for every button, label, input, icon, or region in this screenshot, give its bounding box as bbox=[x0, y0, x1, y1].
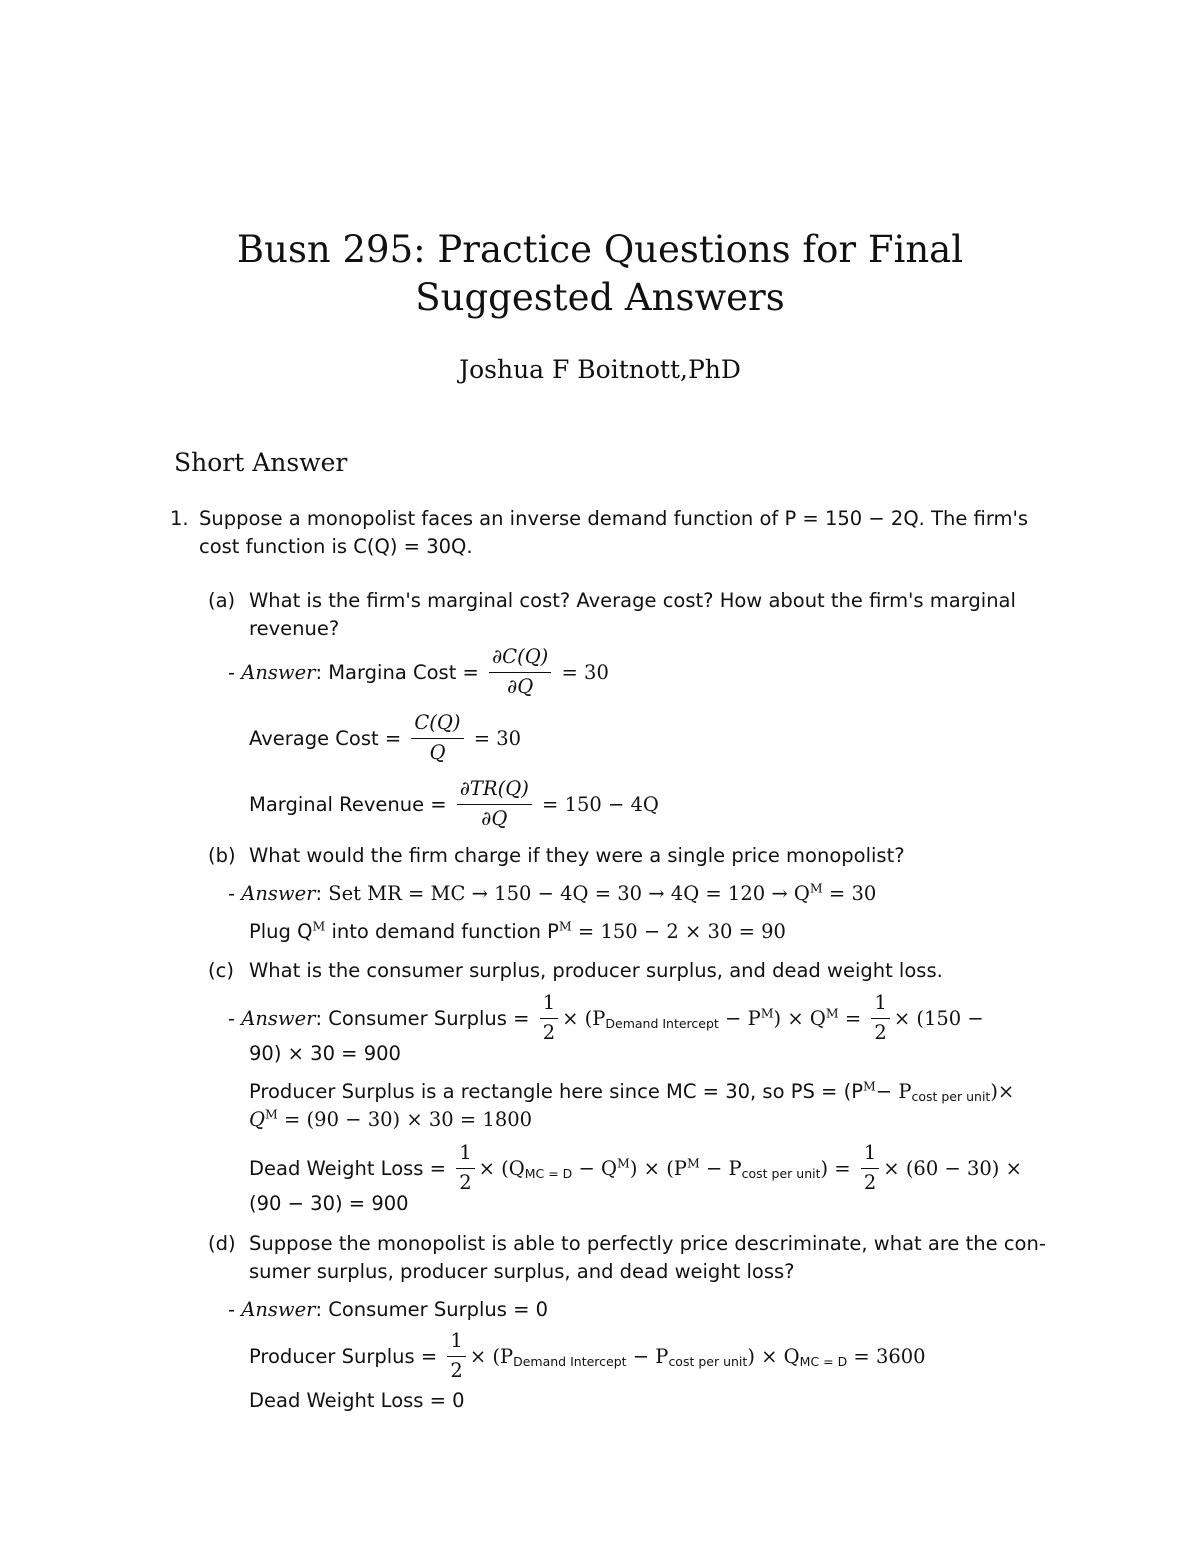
part-c-consumer-surplus: - Answer: Consumer Surplus = $\frac{1}{2}$ × $(P_{Demand Intercept} - P^M) \times Q^M$ = $\frac{1}{2}$ × (150 − bbox=[228, 990, 984, 1046]
ac-fraction: $\frac{C(Q)}{Q}$ bbox=[411, 708, 463, 767]
part-d-consumer-surplus: - Answer: Consumer Surplus = 0 bbox=[228, 1298, 549, 1321]
part-a-marginal-cost: - Answer: Margina Cost = $\frac{\partial C(Q)}{\partial Q}$ = 30 bbox=[228, 644, 609, 700]
author-name: Joshua F Boitnott,PhD bbox=[459, 355, 741, 384]
part-c-dead-weight-loss: Dead Weight Loss = $\frac{1}{2}$ × $(Q_{MC = D} - Q^M) \times (P^M - P_{cost per unit})$ = $\frac{1}{2}$ × (60 − 30) × bbox=[249, 1140, 1022, 1196]
mr-fraction: $\frac{\partial TR(Q)}{\partial Q}$ bbox=[457, 774, 532, 833]
part-d-dead-weight-loss: Dead Weight Loss = 0 bbox=[249, 1389, 465, 1412]
half-fraction: $\frac{1}{2}$ bbox=[540, 988, 558, 1047]
answer-label: Answer bbox=[241, 661, 316, 684]
half-fraction: $\frac{1}{2}$ bbox=[447, 1326, 465, 1385]
section-title: Short Answer bbox=[174, 448, 348, 477]
half-fraction: $\frac{1}{2}$ bbox=[456, 1138, 474, 1197]
question-text-line-2: cost function is C(Q) = 30Q. bbox=[199, 535, 473, 558]
page-title-line-2: Suggested Answers bbox=[415, 276, 785, 319]
mr-label: Marginal Revenue = bbox=[249, 793, 447, 816]
mc-label: Margina Cost = bbox=[328, 661, 479, 684]
dash: - bbox=[228, 661, 242, 684]
part-d-label: (d) bbox=[208, 1232, 236, 1255]
part-c-producer-surplus-line-1: Producer Surplus is a rectangle here since MC = 30, so PS = $(P^M- P_{cost per unit})\times$ bbox=[249, 1078, 1015, 1104]
ac-result: = 30 bbox=[473, 727, 522, 750]
part-a-average-cost bbox=[249, 710, 521, 766]
mc-result: = 30 bbox=[561, 661, 609, 684]
part-d-question-line-2: sumer surplus, producer surplus, and dead weight loss? bbox=[249, 1260, 795, 1283]
part-b-question: What would the firm charge if they were a single price monopolist? bbox=[249, 844, 905, 867]
question-text-line-1: Suppose a monopolist faces an inverse demand function of P = 150 − 2Q. The firm's bbox=[199, 507, 1029, 530]
part-c-producer-surplus-line-2: $Q^M = (90 - 30) \times 30 = 1800$ bbox=[249, 1106, 533, 1131]
part-b-answer-line-1: - Answer: Set MR = MC → $150 - 4Q = 30 \to 4Q = 120 \to Q^M = 30$ bbox=[228, 880, 877, 905]
part-b-label: (b) bbox=[208, 844, 236, 867]
page-title-line-1: Busn 295: Practice Questions for Final bbox=[236, 228, 964, 271]
mc-fraction: $\frac{\partial C(Q)}{\partial Q}$ bbox=[489, 642, 551, 701]
part-c-dead-weight-loss-line-2: (90 − 30) = 900 bbox=[249, 1192, 409, 1215]
part-b-answer-line-2: Plug $Q^M$ into demand function $P^M = 150 - 2 \times 30 = 90$ bbox=[249, 918, 786, 943]
half-fraction: $\frac{1}{2}$ bbox=[861, 1138, 879, 1197]
part-a-question-line-2: revenue? bbox=[249, 617, 340, 640]
question-number: 1. bbox=[170, 507, 189, 530]
mr-result: = 150 − 4Q bbox=[542, 793, 659, 816]
ac-label: Average Cost = bbox=[249, 727, 402, 750]
part-c-consumer-surplus-line-2: 90) × 30 = 900 bbox=[249, 1042, 401, 1065]
part-d-question-line-1: Suppose the monopolist is able to perfectly price descriminate, what are the con- bbox=[249, 1232, 1046, 1255]
part-a-label: (a) bbox=[208, 589, 236, 612]
part-c-label: (c) bbox=[208, 959, 234, 982]
part-a-marginal-revenue bbox=[249, 776, 659, 832]
part-a-question-line-1: What is the firm's marginal cost? Average cost? How about the firm's marginal bbox=[249, 589, 1016, 612]
half-fraction: $\frac{1}{2}$ bbox=[871, 988, 889, 1047]
part-c-question: What is the consumer surplus, producer surplus, and dead weight loss. bbox=[249, 959, 943, 982]
part-d-producer-surplus: Producer Surplus = $\frac{1}{2}$ × $(P_{Demand Intercept} - P_{cost per unit}) \times Q_{MC = D} = 3600$ bbox=[249, 1328, 926, 1384]
